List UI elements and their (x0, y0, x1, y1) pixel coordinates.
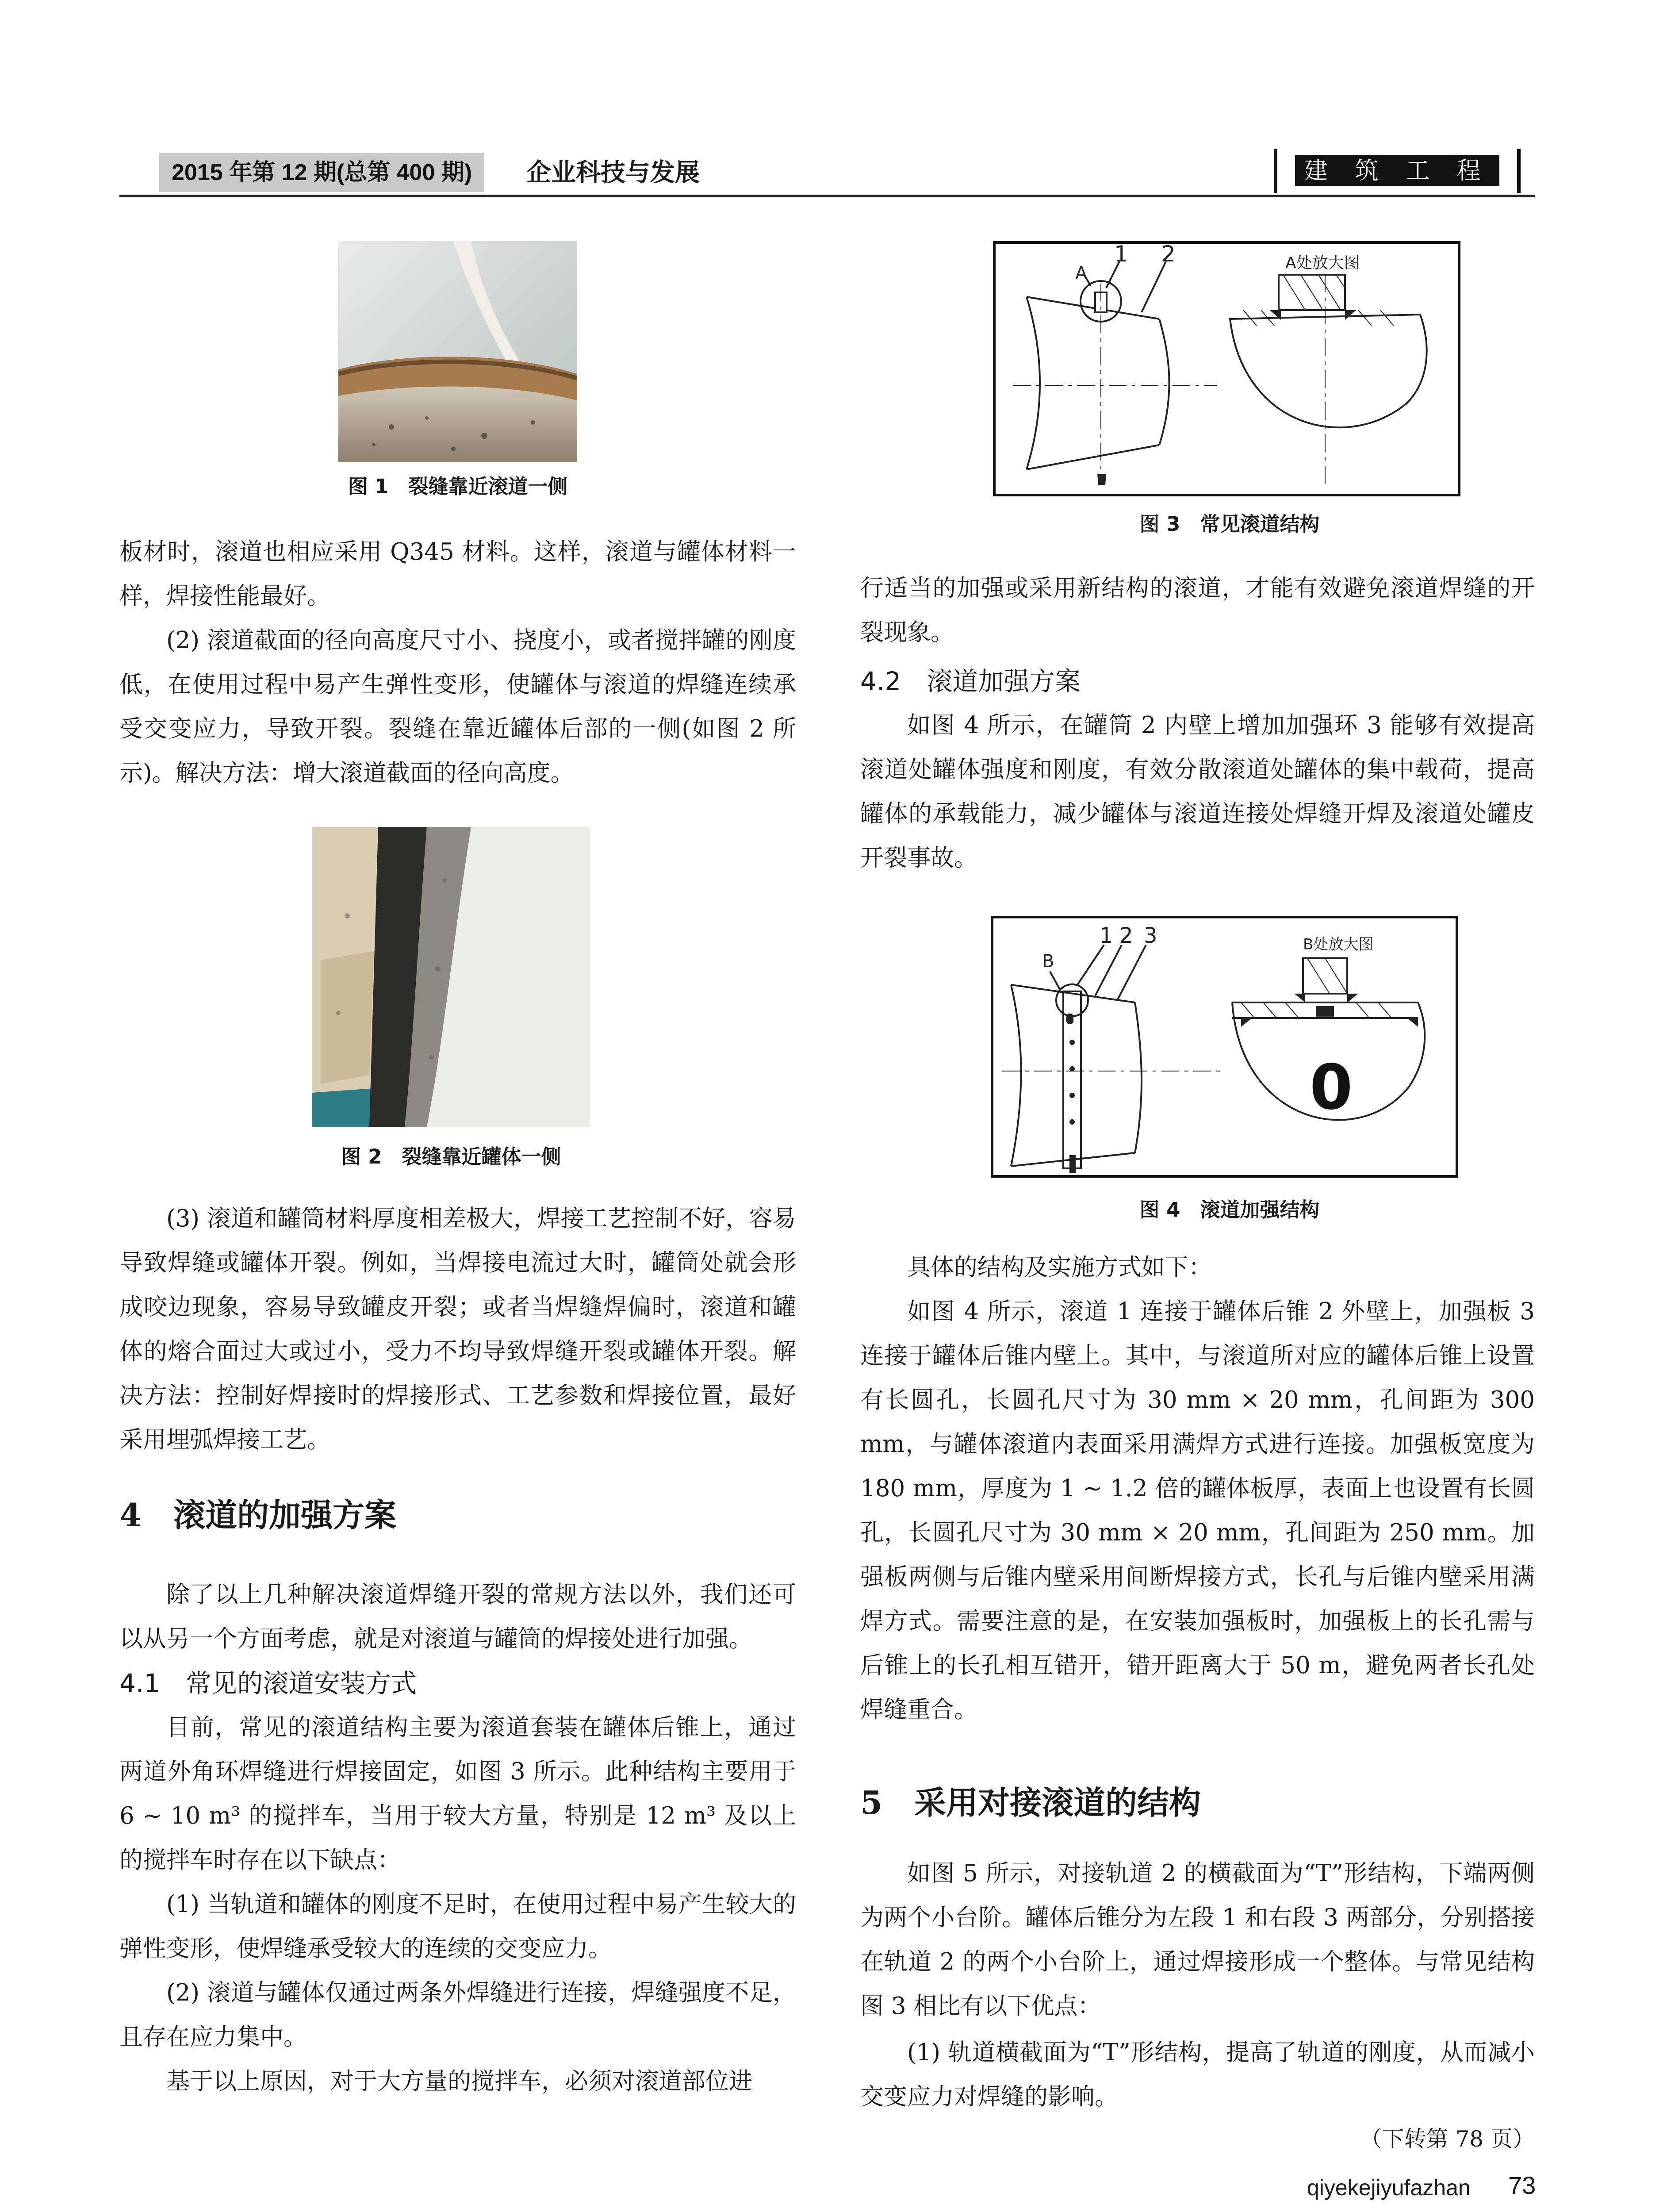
fig4-hole-label: 0 (1310, 1052, 1353, 1124)
left-paragraph-3: (3) 滚道和罐筒材料厚度相差极大，焊接工艺控制不好，容易导致焊缝或罐体开裂。例如，当焊接电流过大时，罐筒处就会形成咬边现象，容易导致罐皮开裂；或者当焊缝焊偏时，滚道和罐体的熔合面过大或过小，受力不均导致焊缝开裂或罐体开裂。解决方法：控制好焊接时的焊接形式、工艺参数和焊接位置，最好采用埋弧焊接工艺。 (119, 1205, 796, 1453)
section-4-2-heading: 4.2 滚道加强方案 (860, 666, 1081, 696)
left-paragraph-6: (1) 当轨道和罐体的刚度不足时，在使用过程中易产生较大的弹性变形，使焊缝承受较大的连续的交变应力。 (119, 1891, 796, 1962)
fig4-label-1: 1 (1100, 923, 1113, 948)
header-rule (119, 195, 1535, 197)
right-paragraph-5: 如图 5 所示，对接轨道 2 的横截面为“T”形结构，下端两侧为两个小台阶。罐体后锥分为左段 1 和右段 3 两部分，分别搭接在轨道 2 的两个小台阶上，通过焊接形成一个整体。与常见结构图 3 相比有以下优点： (860, 1860, 1535, 2020)
right-paragraph-3: 具体的结构及实施方式如下： (907, 1254, 1212, 1281)
figure-2-photo (312, 827, 590, 1127)
fig4-detail-label: B处放大图 (1303, 936, 1374, 953)
section-4-heading: 4 滚道的加强方案 (119, 1496, 397, 1534)
figure-2-caption: 图 2 裂缝靠近罐体一侧 (341, 1145, 561, 1168)
journal-name: 企业科技与发展 (526, 158, 700, 187)
continued-note: （下转第 78 页） (1360, 2126, 1535, 2152)
figure-3-caption: 图 3 常见滚道结构 (1139, 512, 1320, 536)
figure-4-caption: 图 4 滚道加强结构 (1139, 1198, 1320, 1221)
left-paragraph-4: 除了以上几种解决滚道焊缝开裂的常规方法以外，我们还可以从另一个方面考虑，就是对滚道与罐筒的焊接处进行加强。 (119, 1581, 796, 1652)
figure-1-caption: 图 1 裂缝靠近滚道一侧 (348, 475, 568, 498)
section-tag (1274, 149, 1521, 193)
fig3-detail-label: A处放大图 (1285, 254, 1360, 272)
figure-4-drawing (991, 916, 1458, 1178)
right-paragraph-1: 行适当的加强或采用新结构的滚道，才能有效避免滚道焊缝的开裂现象。 (860, 575, 1535, 646)
fig3-label-2: 2 (1161, 244, 1176, 267)
fig4-label-3: 3 (1144, 923, 1157, 948)
fig3-label-1: 1 (1114, 244, 1128, 267)
left-paragraph-7: (2) 滚道与罐体仅通过两条外焊缝进行连接，焊缝强度不足，且存在应力集中。 (119, 1979, 796, 2051)
left-paragraph-5: 目前，常见的滚道结构主要为滚道套装在罐体后锥上，通过两道外角环焊缝进行焊接固定，如图 3 所示。此种结构主要用于 6 ~ 10 m³ 的搅拌车，当用于较大方量，特别是 12 m³ 及以上的搅拌车时存在以下缺点： (119, 1714, 796, 1874)
page-number: 73 (1508, 2171, 1536, 2199)
right-paragraph-2: 如图 4 所示，在罐筒 2 内壁上增加加强环 3 能够有效提高滚道处罐体强度和刚度，有效分散滚道处罐体的集中载荷，提高罐体的承载能力，减少罐体与滚道连接处焊缝开焊及滚道处罐皮开裂事故。 (860, 712, 1535, 872)
issue-label: 2015 年第 12 期(总第 400 期) (159, 153, 484, 192)
fig4-label-2: 2 (1119, 923, 1133, 948)
footer-site: qiyekejiyufazhan (1307, 2175, 1471, 2200)
left-paragraph-8: 基于以上原因，对于大方量的搅拌车，必须对滚道部位进 (166, 2068, 752, 2095)
fig3-label-a: A (1075, 263, 1088, 284)
left-paragraph-1: 板材时，滚道也相应采用 Q345 材料。这样，滚道与罐体材料一样，焊接性能最好。 (119, 538, 796, 610)
fig4-label-b: B (1042, 951, 1054, 972)
left-paragraph-2: (2) 滚道截面的径向高度尺寸小、挠度小，或者搅拌罐的刚度低，在使用过程中易产生弹性变形，使罐体与滚道的焊缝连续承受交变应力，导致开裂。裂缝在靠近罐体后部的一侧(如图 2 所示)。解决方法：增大滚道截面的径向高度。 (119, 627, 796, 787)
section-4-1-heading: 4.1 常见的滚道安装方式 (119, 1668, 417, 1698)
figure-1-photo (338, 241, 577, 462)
right-paragraph-4: 如图 4 所示，滚道 1 连接于罐体后锥 2 外壁上，加强板 3 连接于罐体后锥内壁上。其中，与滚道所对应的罐体后锥上设置有长圆孔，长圆孔尺寸为 30 mm × 20 mm，孔间距为 300 mm，与罐体滚道内表面采用满焊方式进行连接。加强板宽度为 180 mm，厚度为 1 ~ 1.2 倍的罐体板厚，表面上也设置有长圆孔，长圆孔尺寸为 30 mm × 20 mm，孔间距为 250 mm。加强板两侧与后锥内壁采用间断焊接方式，长孔与后锥内壁采用满焊方式。需要注意的是，在安装加强板时，加强板上的长孔需与后锥上的长孔相互错开，错开距离大于 50 m，避免两者长孔处焊缝重合。 (860, 1298, 1535, 1723)
section-5-heading: 5 采用对接滚道的结构 (860, 1784, 1201, 1821)
section-label: 建 筑 工 程 (1295, 155, 1499, 186)
right-paragraph-6: (1) 轨道横截面为“T”形结构，提高了轨道的刚度，从而减小交变应力对焊缝的影响。 (860, 2039, 1535, 2110)
figure-3-drawing (993, 241, 1460, 496)
